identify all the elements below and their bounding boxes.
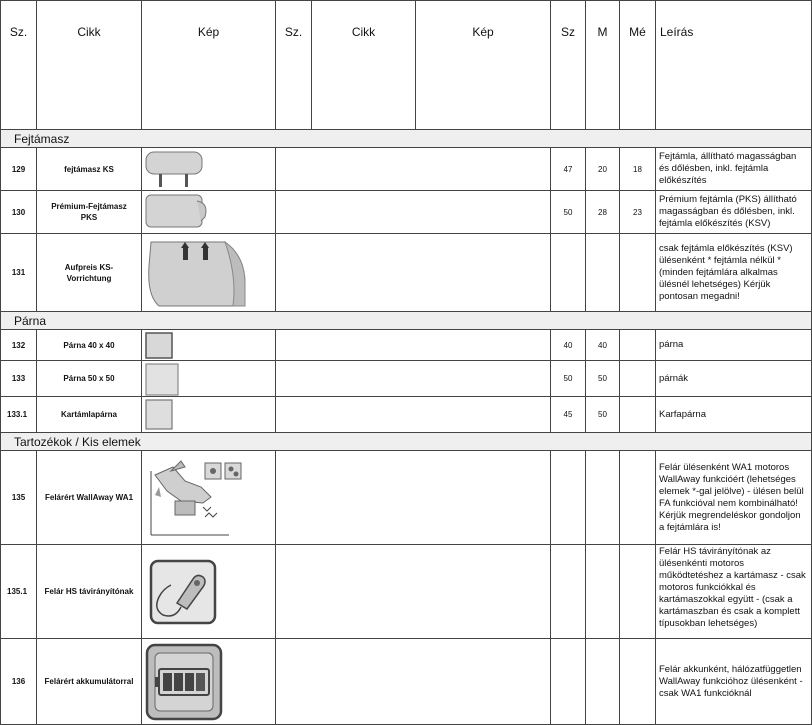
cushion-icon [145,399,175,431]
row-kep [142,361,276,397]
header-leiras: Leírás [656,1,812,130]
table-row [1,451,812,545]
header-m: M [586,1,620,130]
row-leiras: párnák [656,361,812,397]
row-sz: 129 [1,148,37,191]
row-s: 47 [551,148,586,191]
row-leiras: Felár akkunként, hálózatfüggetlen WallAway funkcióhoz ülésenként - csak WA1 funkcióknál [656,639,812,725]
table-row [1,234,812,312]
row-cikk: Párna 40 x 40 [37,330,142,361]
row-cikk: Aufpreis KS-Vorrichtung [37,234,142,312]
row-me [620,545,656,639]
header-sz-2: Sz. [276,1,312,130]
row-leiras: Felár ülésenként WA1 motoros WallAway funkcióért (lehetséges elemek *-gal jelölve) - ülésen belül FA funkcióval nem kombinálható! Kérjük megrendeléskor gondoljon a fejtámlára is! [656,451,812,545]
row-m: 28 [586,191,620,234]
table-row [1,330,812,361]
section-row [1,312,812,330]
row-cikk: Kartámlapárna [37,397,142,433]
battery-icon [145,643,223,721]
row-sz: 133 [1,361,37,397]
row-me [620,451,656,545]
header-kep-2: Kép [416,1,551,130]
row-m: 20 [586,148,620,191]
header-cikk-2: Cikk [312,1,416,130]
row-cikk: Felár HS távirányítónak [37,545,142,639]
table-row [1,397,812,433]
row-empty [276,234,551,312]
section-parna: Párna [1,312,812,330]
wallaway-icon [145,457,249,539]
row-sz: 130 [1,191,37,234]
row-m: 50 [586,361,620,397]
remote-control-icon [149,559,219,625]
row-me [620,330,656,361]
row-s: 45 [551,397,586,433]
header-sz-size: Sz [551,1,586,130]
row-cikk: Felárért WallAway WA1 [37,451,142,545]
row-s: 40 [551,330,586,361]
row-s [551,451,586,545]
row-sz: 133.1 [1,397,37,433]
row-me: 18 [620,148,656,191]
row-kep [142,451,276,545]
header-me: Mé [620,1,656,130]
header-cikk: Cikk [37,1,142,130]
row-kep [142,148,276,191]
row-kep [142,330,276,361]
row-leiras: Karfapárna [656,397,812,433]
section-fejtamasz: Fejtámasz [1,130,812,148]
section-row [1,130,812,148]
row-me [620,361,656,397]
row-empty [276,330,551,361]
section-row [1,433,812,451]
row-kep [142,397,276,433]
row-me [620,234,656,312]
table-row [1,148,812,191]
row-cikk: Párna 50 x 50 [37,361,142,397]
row-kep [142,191,276,234]
table-row [1,361,812,397]
row-sz: 135.1 [1,545,37,639]
row-sz: 132 [1,330,37,361]
row-kep [142,545,276,639]
section-tartozekok: Tartozékok / Kis elemek [1,433,812,451]
table-row [1,545,812,639]
table-row [1,191,812,234]
row-empty [276,361,551,397]
row-cikk: Felárért akkumulátorral [37,639,142,725]
row-m [586,451,620,545]
row-s [551,545,586,639]
cushion-icon [145,332,175,360]
header-kep: Kép [142,1,276,130]
row-m [586,234,620,312]
row-me: 23 [620,191,656,234]
cushion-icon [145,363,181,397]
row-empty [276,397,551,433]
row-empty [276,148,551,191]
row-m [586,545,620,639]
row-empty [276,451,551,545]
row-m: 50 [586,397,620,433]
header-sz: Sz. [1,1,37,130]
row-m: 40 [586,330,620,361]
row-leiras: csak fejtámla előkészítés (KSV) ülésenként * fejtámla nélkül * (minden fejtámlára alkalmas ülésnél lehetséges) Kérjük pontosan megadni! [656,234,812,312]
header-row [1,1,812,130]
row-kep [142,234,276,312]
row-cikk: fejtámasz KS [37,148,142,191]
row-me [620,397,656,433]
row-empty [276,191,551,234]
row-s: 50 [551,361,586,397]
premium-headrest-icon [145,193,211,231]
row-sz: 131 [1,234,37,312]
row-leiras: párna [656,330,812,361]
row-sz: 136 [1,639,37,725]
headrest-icon [145,150,207,188]
row-leiras: Prémium fejtámla (PKS) állítható magasságban és dőlésben, inkl. fejtámla előkészítés (KSV) [656,191,812,234]
row-sz: 135 [1,451,37,545]
row-s: 50 [551,191,586,234]
row-leiras: Fejtámla, állítható magasságban és dőlésben, inkl. fejtámla előkészítés [656,148,812,191]
row-cikk: Prémium-Fejtámasz PKS [37,191,142,234]
row-leiras: Felár HS távirányítónak az ülésenkénti motoros működtetéshez a kartámasz - csak motoros funkciókkal és kartámaszokkal együtt - (csak a kartámaszban és csak a komplett típusokban lehetséges) [656,545,812,639]
ks-device-icon [145,236,249,310]
row-empty [276,545,551,639]
row-s [551,234,586,312]
